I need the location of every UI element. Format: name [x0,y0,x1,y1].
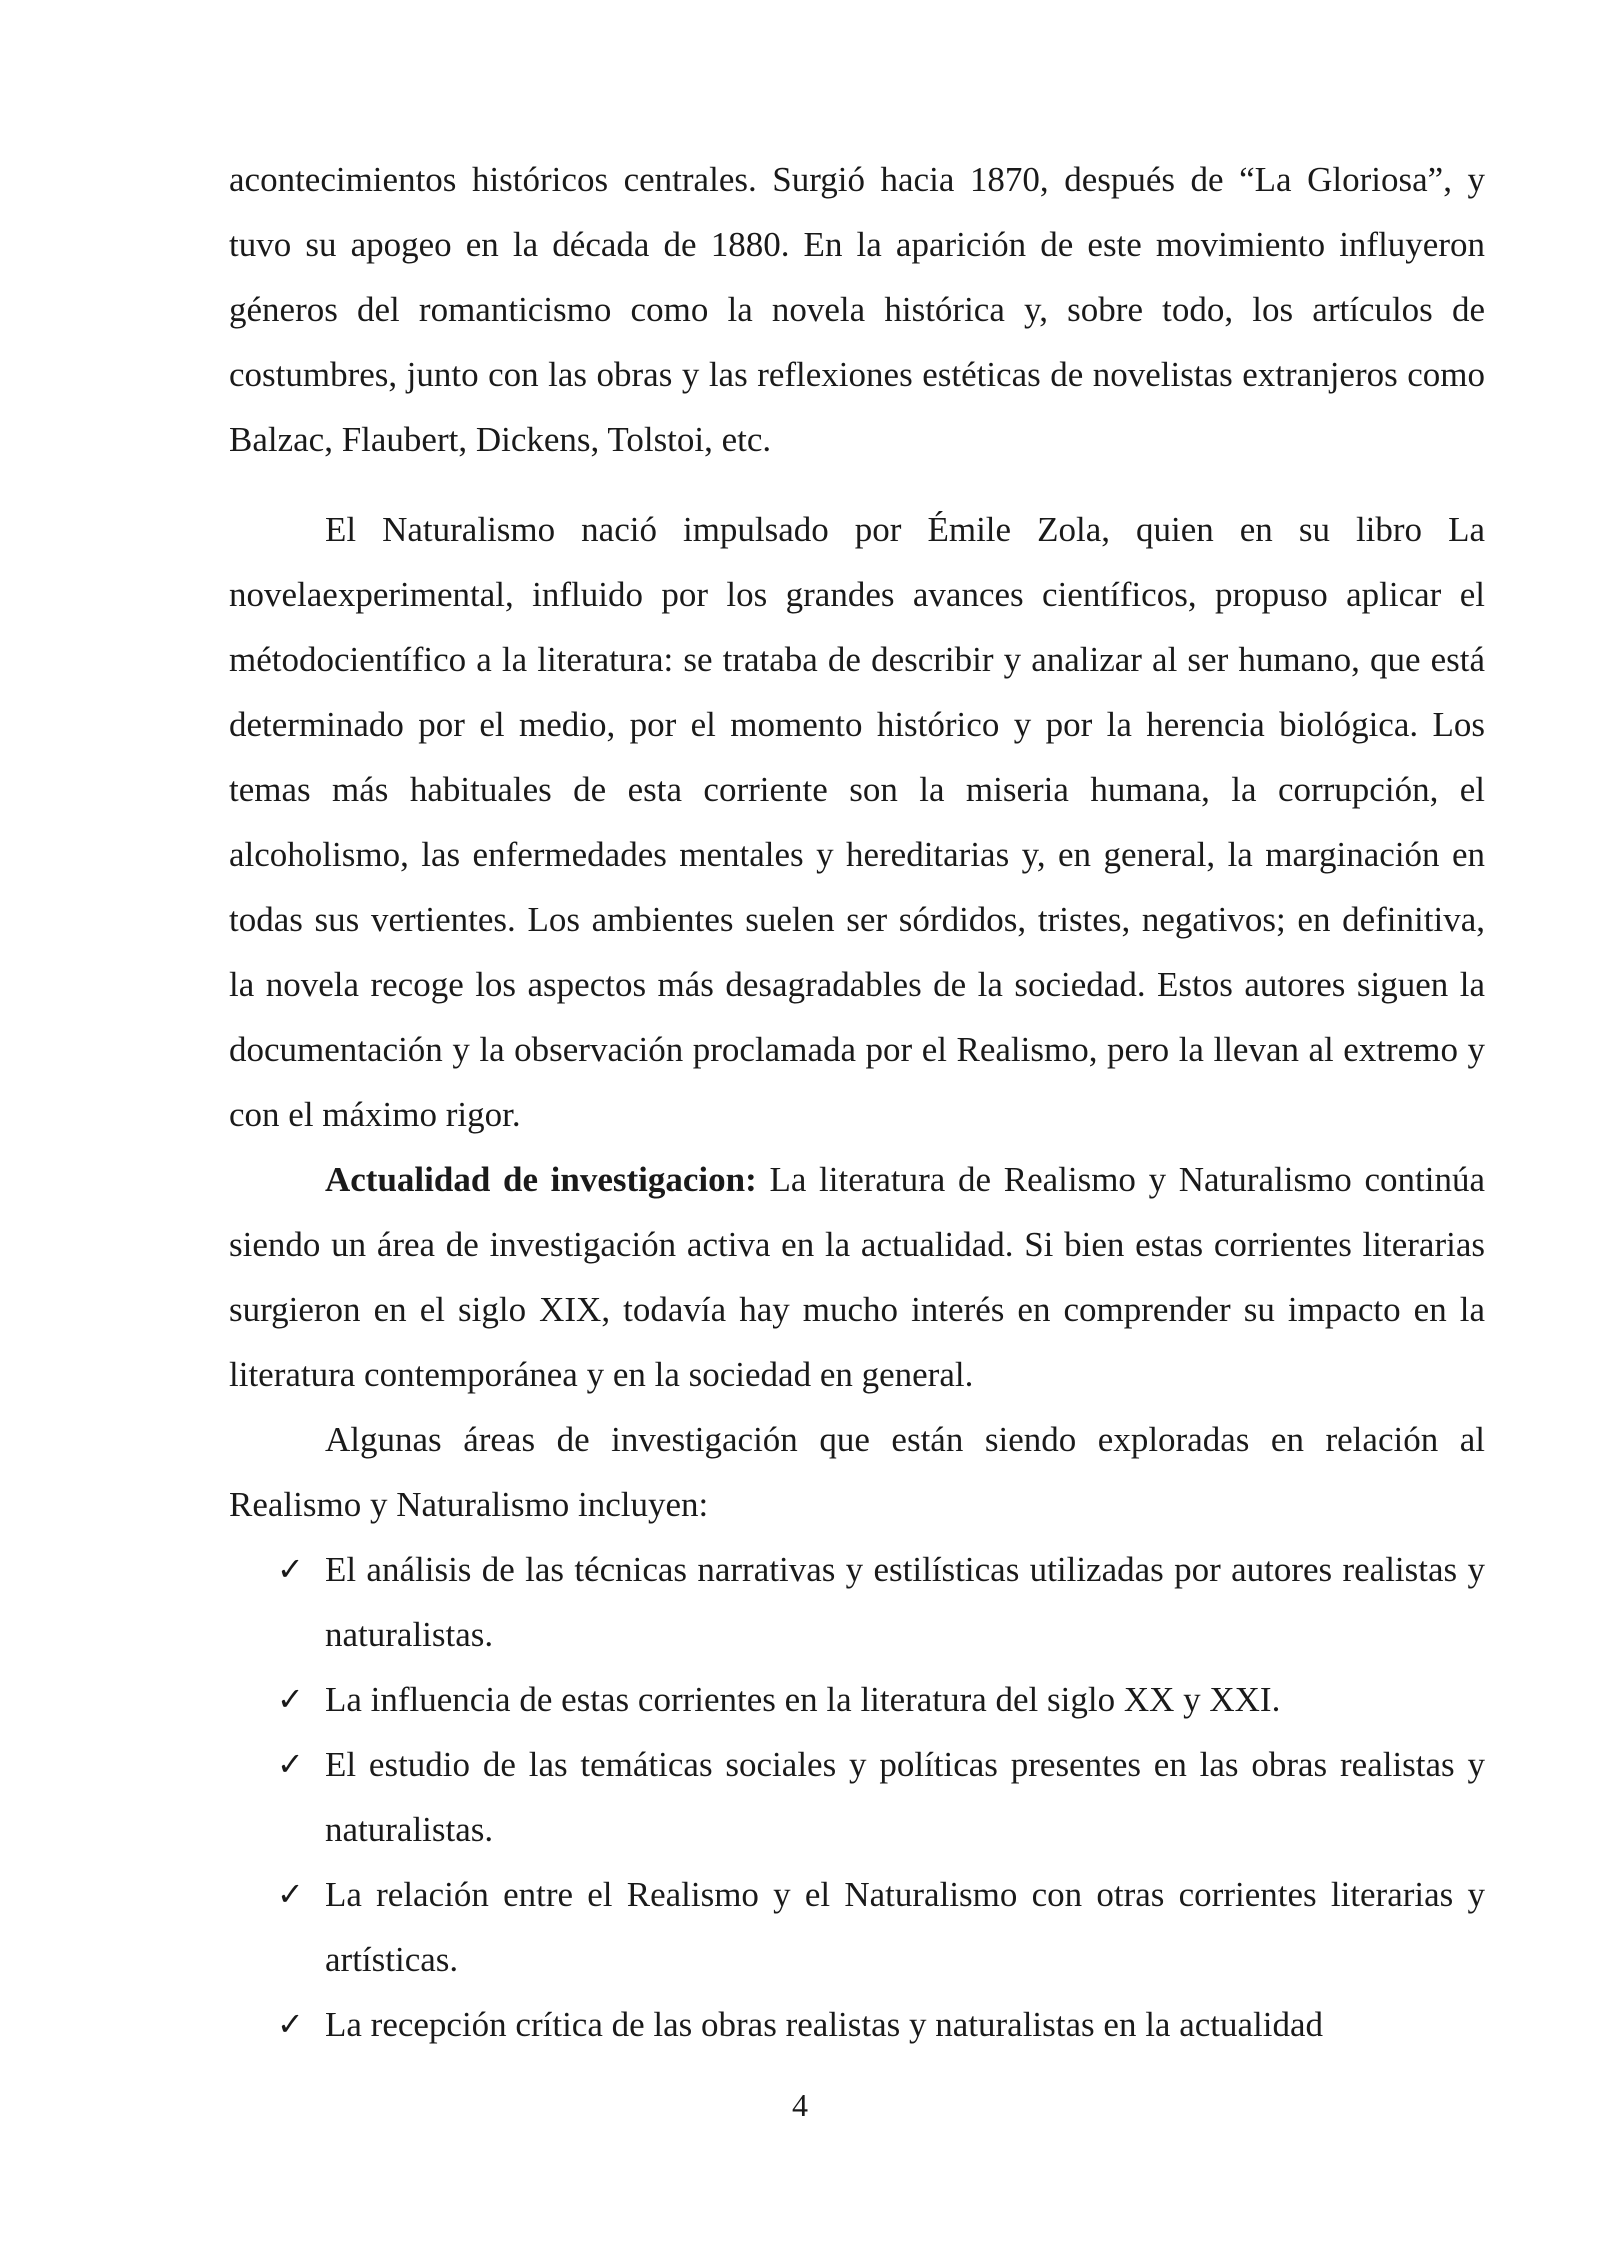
list-item-text: La relación entre el Realismo y el Naturalismo con otras corrientes literarias y artísticas. [325,1875,1485,1979]
list-item [229,1862,1485,1992]
checkmark-icon: ✓ [277,2005,304,2043]
list-item-text: La influencia de estas corrientes en la literatura del siglo XX y XXI. [325,1680,1281,1719]
checkmark-icon: ✓ [277,1680,304,1718]
list-item [229,1992,1485,2057]
list-item [229,1667,1485,1732]
paragraph-realism-origins: acontecimientos históricos centrales. Surgió hacia 1870, después de “La Gloriosa”, y tuvo su apogeo en la década de 1880. En la aparición de este movimiento influyeron géneros del romanticismo como la novela histórica y, sobre todo, los artículos de costumbres, junto con las obras y las reflexiones estéticas de novelistas extranjeros como Balzac, Flaubert, Dickens, Tolstoi, etc. [229,160,1485,459]
list-item-text: El estudio de las temáticas sociales y políticas presentes en las obras realistas y naturalistas. [325,1745,1485,1849]
list-item-text: El análisis de las técnicas narrativas y estilísticas utilizadas por autores realistas y naturalistas. [325,1550,1485,1654]
list-item [229,1537,1485,1667]
page-body [229,147,1485,2057]
research-areas-list [229,1537,1485,2057]
list-item-text: La recepción crítica de las obras realistas y naturalistas en la actualidad [325,2005,1324,2044]
research-heading: Actualidad de investigacion: [325,1160,757,1199]
list-item [229,1732,1485,1862]
checkmark-icon: ✓ [277,1550,304,1588]
paragraph-research-current [229,1147,1485,1407]
research-text: La literatura de Realismo y Naturalismo continúa siendo un área de investigación activa en la actualidad. Si bien estas corrientes literarias surgieron en el siglo XIX, todavía hay mucho interés en comprender su impacto en la literatura contemporánea y en la sociedad en general. [229,1160,1485,1394]
checkmark-icon: ✓ [277,1745,304,1783]
checkmark-icon: ✓ [277,1875,304,1913]
paragraph-naturalism: El Naturalismo nació impulsado por Émile Zola, quien en su libro La novelaexperimental, influido por los grandes avances científicos, propuso aplicar el métodocientífico a la literatura: se trataba de describir y analizar al ser humano, que está determinado por el medio, por el momento histórico y por la herencia biológica. Los temas más habituales de esta corriente son la miseria humana, la corrupción, el alcoholismo, las enfermedades mentales y hereditarias y, en general, la marginación en todas sus vertientes. Los ambientes suelen ser sórdidos, tristes, negativos; en definitiva, la novela recoge los aspectos más desagradables de la sociedad. Estos autores siguen la documentación y la observación proclamada por el Realismo, pero la llevan al extremo y con el máximo rigor. [229,510,1485,1134]
page-number: 4 [792,2087,808,2123]
paragraph-areas-intro: Algunas áreas de investigación que están siendo exploradas en relación al Realismo y Naturalismo incluyen: [229,1420,1485,1524]
